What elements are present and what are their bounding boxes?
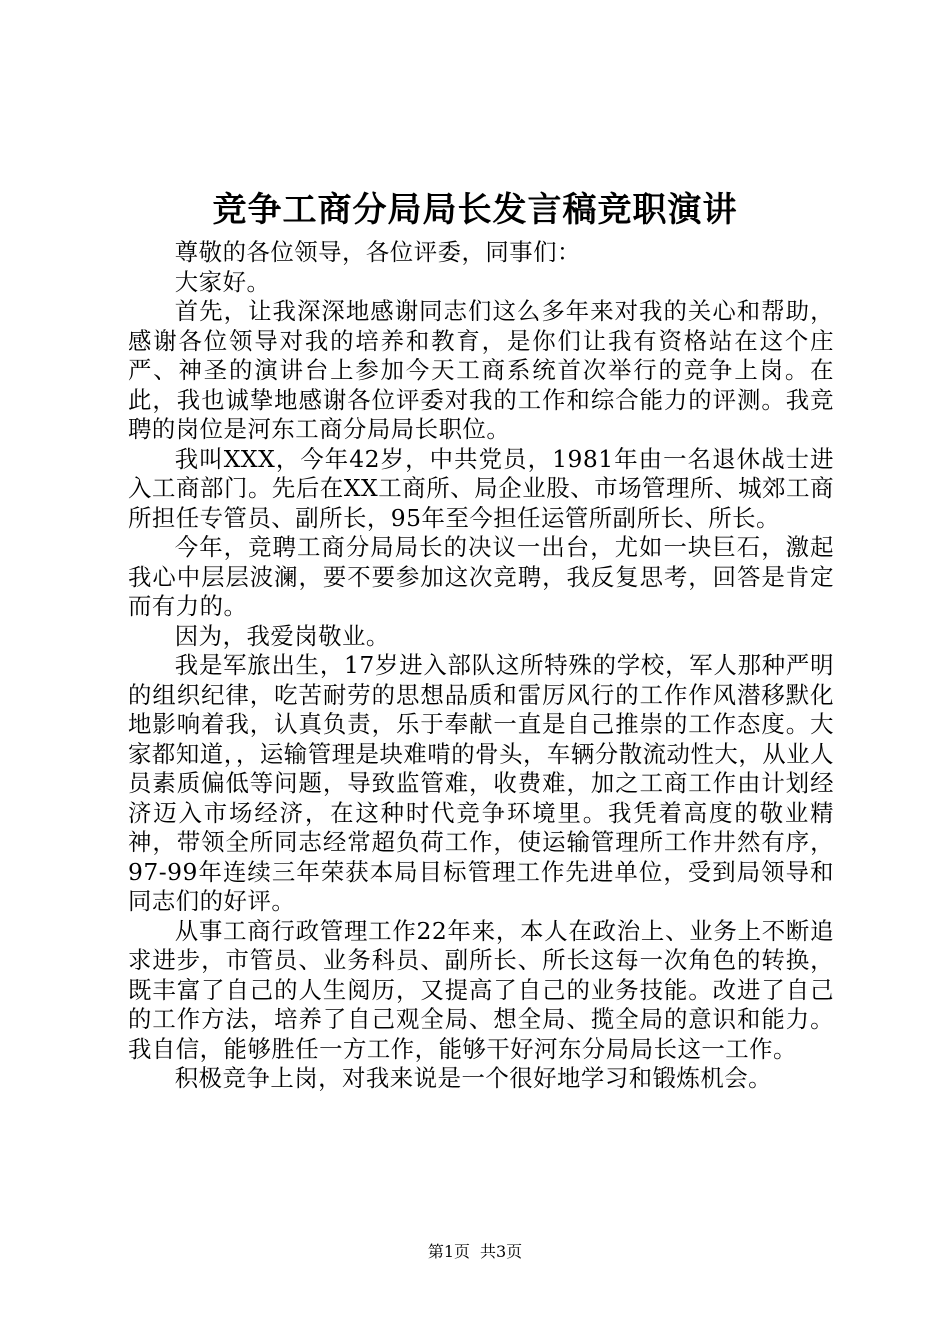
page-total: 共3页 — [480, 1242, 523, 1261]
body-paragraph: 今年，竞聘工商分局局长的决议一出台，尤如一块巨石，激起我心中层层波澜，要不要参加这次竞聘，我反复思考，回答是肯定而有力的。 — [128, 533, 834, 620]
body-paragraph: 我叫XXX，今年42岁，中共党员，1981年由一名退休战士进入工商部门。先后在XX工商所、局企业股、市场管理所、城郊工商所担任专管员、副所长，95年至今担任运管所副所长、所长。 — [128, 444, 834, 532]
greeting-paragraph: 大家好。 — [174, 267, 271, 296]
document-title: 竞争工商分局局长发言稿竞职演讲 — [212, 190, 738, 230]
body-paragraph: 我是军旅出生，17岁进入部队这所特殊的学校，军人那种严明的组织纪律，吃苦耐劳的思想品质和雷厉风行的工作作风潜移默化地影响着我，认真负责，乐于奉献一直是自己推崇的工作态度。大家都知道，，运输管理是块难啃的骨头，车辆分散流动性大，从业人员素质偏低等问题，导致监管难，收费难，加之工商工作由计划经济迈入市场经济，在这种时代竞争环境里。我凭着高度的敬业精神，带领全所同志经常超负荷工作，使运输管理所工作井然有序，97-99年连续三年荣获本局目标管理工作先进单位，受到局领导和同志们的好评。 — [128, 651, 834, 915]
body-paragraph: 积极竞争上岗，对我来说是一个很好地学习和锻炼机会。 — [174, 1064, 773, 1092]
body-paragraph: 从事工商行政管理工作22年来，本人在政治上、业务上不断追求进步，市管员、业务科员、副所长、所长这每一次角色的转换，既丰富了自己的人生阅历，又提高了自己的业务技能。改进了自己的工作方法，培养了自己观全局、想全局、揽全局的意识和能力。我自信，能够胜任一方工作，能够干好河东分局局长这一工作。 — [128, 916, 834, 1063]
page-footer — [0, 1241, 950, 1263]
body-paragraph: 因为，我爱岗敬业。 — [174, 621, 390, 650]
page-number: 第1页 — [427, 1242, 470, 1261]
body-paragraph: 首先，让我深深地感谢同志们这么多年来对我的关心和帮助，感谢各位领导对我的培养和教育，是你们让我有资格站在这个庄严、神圣的演讲台上参加今天工商系统首次举行的竞争上岗。在此，我也诚挚地感谢各位评委对我的工作和综合能力的评测。我竞聘的岗位是河东工商分局局长职位。 — [128, 297, 834, 443]
salutation-paragraph: 尊敬的各位领导，各位评委，同事们： — [174, 238, 581, 266]
document-body — [128, 238, 834, 1094]
